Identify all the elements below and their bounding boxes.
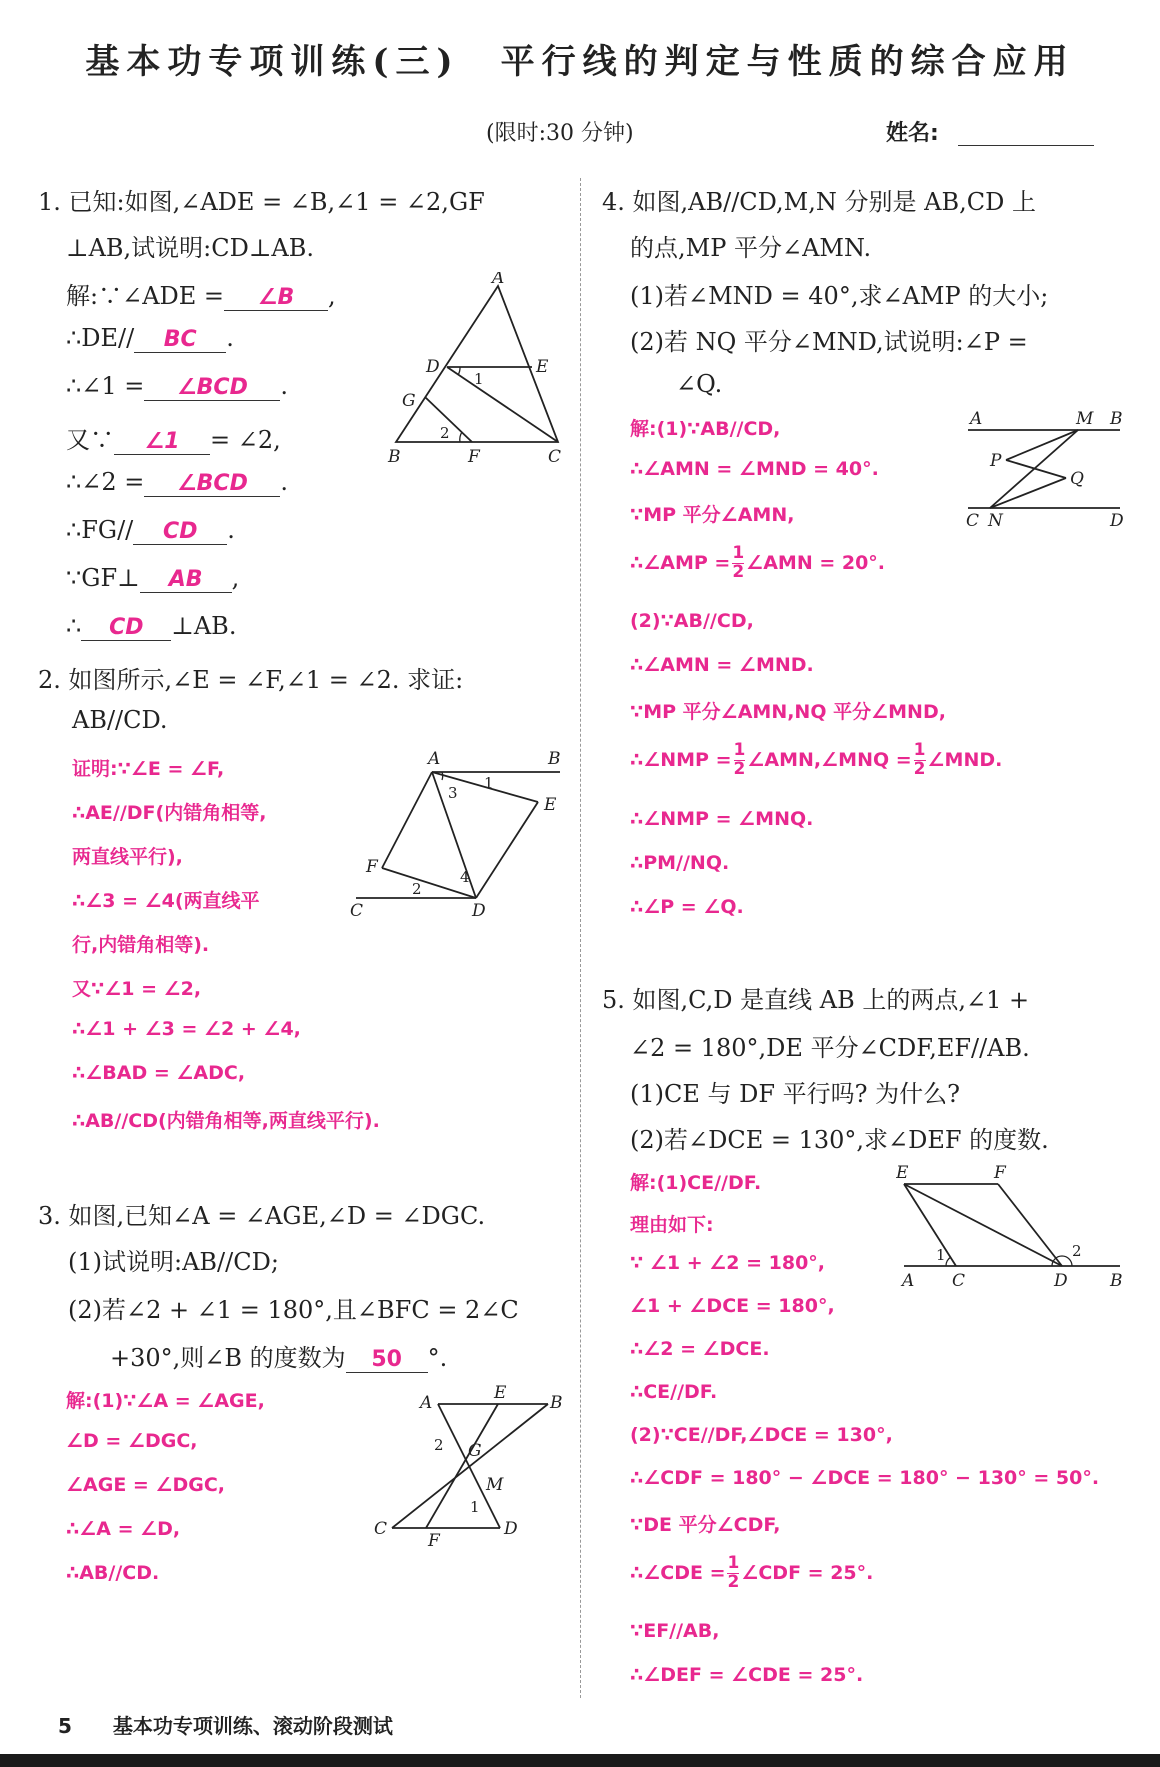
- answer-blank[interactable]: 50: [346, 1347, 428, 1373]
- fig-label: F: [428, 1531, 440, 1549]
- q1-row: 又∵ ∠1 = ∠2,: [66, 426, 281, 454]
- fig-label: D: [426, 357, 440, 377]
- q5-proof-line: 理由如下:: [630, 1214, 714, 1236]
- q1-row: ∴∠1 = ∠BCD .: [66, 372, 289, 400]
- name-label: 姓名:: [886, 121, 939, 146]
- q5-proof-line: 解:(1)CE//DF.: [630, 1172, 762, 1194]
- time-limit: (限时:30 分钟): [486, 121, 634, 146]
- fraction: $\frac{1}{2}$: [913, 740, 926, 779]
- q1-row: ∴DE// BC .: [66, 324, 234, 352]
- q1-row: ∵GF⊥ AB ,: [66, 564, 240, 592]
- fig-label: P: [990, 451, 1002, 471]
- fig-label: 4: [460, 868, 470, 886]
- fig-label: F: [366, 857, 378, 877]
- q5-proof-line: ∵DE 平分∠CDF,: [630, 1514, 781, 1536]
- q2-proof-line: ∴∠BAD = ∠ADC,: [72, 1062, 246, 1084]
- q4-proof-line: (2)∵AB//CD,: [630, 610, 754, 632]
- q2-figure: [346, 748, 566, 923]
- q3-stem-line2: (1)试说明:AB//CD;: [68, 1248, 279, 1276]
- fig-label: B: [548, 749, 561, 769]
- fig-label: A: [428, 749, 441, 769]
- fraction: $\frac{1}{2}$: [732, 543, 745, 582]
- q1-stem-line1: 1. 已知:如图,∠ADE = ∠B,∠1 = ∠2,GF: [38, 188, 485, 216]
- bottom-bar: [0, 1754, 1160, 1767]
- fig-label: G: [402, 391, 416, 411]
- fig-label: 2: [440, 424, 450, 442]
- answer-blank[interactable]: CD: [81, 615, 171, 641]
- q4-stem-line4: (2)若 NQ 平分∠MND,试说明:∠P =: [630, 328, 1028, 356]
- q4-proof-line: ∴∠AMP = $\frac{1}{2}$ ∠AMN = 20°.: [630, 543, 886, 582]
- q3-figure: [370, 1384, 570, 1549]
- fig-label: A: [420, 1393, 433, 1413]
- q5-proof-line: (2)∵CE//DF,∠DCE = 130°,: [630, 1424, 893, 1446]
- fig-label: C: [374, 1519, 388, 1539]
- q5-stem-line1: 5. 如图,C,D 是直线 AB 上的两点,∠1 +: [602, 986, 1030, 1014]
- q1-row: ∴FG// CD .: [66, 516, 235, 544]
- q3-stem-line1: 3. 如图,已知∠A = ∠AGE,∠D = ∠DGC.: [38, 1202, 486, 1230]
- fig-label: C: [350, 901, 364, 921]
- fig-label: C: [966, 511, 980, 531]
- q1-row: ∴∠2 = ∠BCD .: [66, 468, 289, 496]
- q4-proof-line: ∵MP 平分∠AMN,: [630, 504, 795, 526]
- fig-label: E: [536, 357, 549, 377]
- q4-proof-line: ∴∠NMP = $\frac{1}{2}$ ∠AMN,∠MNQ = $\frac{1}{2}$ ∠MND.: [630, 740, 1003, 779]
- fig-label: D: [504, 1519, 518, 1539]
- page-footer: [58, 1710, 393, 1739]
- q4-stem-line3: (1)若∠MND = 40°,求∠AMP 的大小;: [630, 282, 1049, 310]
- q2-proof-line: ∴AE//DF(内错角相等,: [72, 802, 267, 824]
- fig-label: B: [1110, 1271, 1123, 1291]
- footer-text: 基本功专项训练、滚动阶段测试: [112, 1714, 393, 1738]
- q1-stem-line2: ⊥AB,试说明:CD⊥AB.: [66, 234, 315, 262]
- fig-label: C: [548, 447, 562, 467]
- q5-proof-line: ∴CE//DF.: [630, 1381, 718, 1403]
- fig-label: 1: [470, 1498, 480, 1516]
- fig-label: A: [970, 409, 983, 429]
- answer-blank[interactable]: ∠BCD: [144, 375, 280, 401]
- fig-label: E: [544, 795, 557, 815]
- fig-label: 2: [434, 1436, 444, 1454]
- q5-proof-line: ∴∠2 = ∠DCE.: [630, 1338, 770, 1360]
- q3-proof-line: ∴AB//CD.: [66, 1562, 160, 1584]
- q2-proof-line: ∴∠3 = ∠4(两直线平: [72, 890, 260, 912]
- q4-proof-line: 解:(1)∵AB//CD,: [630, 418, 781, 440]
- fig-label: 2: [1072, 1242, 1082, 1260]
- q2-proof-line: 两直线平行),: [72, 846, 183, 868]
- q2-proof-line: ∴AB//CD(内错角相等,两直线平行).: [72, 1110, 380, 1132]
- fig-label: F: [994, 1163, 1006, 1183]
- q4-stem-line1: 4. 如图,AB//CD,M,N 分别是 AB,CD 上: [602, 188, 1036, 216]
- q2-proof-line: 证明:∵∠E = ∠F,: [72, 758, 225, 780]
- q5-stem-line3: (1)CE 与 DF 平行吗? 为什么?: [630, 1080, 961, 1108]
- fraction: $\frac{1}{2}$: [733, 740, 746, 779]
- q5-stem-line2: ∠2 = 180°,DE 平分∠CDF,EF//AB.: [630, 1034, 1030, 1062]
- q5-proof-line: ∵EF//AB,: [630, 1620, 720, 1642]
- fig-label: Q: [1070, 469, 1084, 489]
- q4-stem-line5: ∠Q.: [676, 370, 723, 398]
- fig-label: 1: [936, 1246, 946, 1264]
- q1-figure: [380, 272, 570, 472]
- answer-blank[interactable]: AB: [140, 567, 232, 593]
- fig-label: 1: [474, 370, 484, 388]
- q3-stem-line4: +30°,则∠B 的度数为 50 °.: [110, 1344, 448, 1372]
- answer-blank[interactable]: ∠1: [114, 429, 210, 455]
- q4-proof-line: ∴∠AMN = ∠MND.: [630, 654, 814, 676]
- fig-label: D: [472, 901, 486, 921]
- fig-label: B: [1110, 409, 1123, 429]
- q5-proof-line: ∠1 + ∠DCE = 180°,: [630, 1295, 835, 1317]
- q3-proof-line: ∠D = ∠DGC,: [66, 1430, 198, 1452]
- fig-label: A: [902, 1271, 915, 1291]
- q2-proof-line: ∴∠1 + ∠3 = ∠2 + ∠4,: [72, 1018, 301, 1040]
- q4-proof-line: ∴∠NMP = ∠MNQ.: [630, 808, 814, 830]
- q2-proof-line: 行,内错角相等).: [72, 934, 210, 956]
- fig-label: E: [896, 1163, 909, 1183]
- q5-proof-line: ∵ ∠1 + ∠2 = 180°,: [630, 1252, 826, 1274]
- fig-label: E: [494, 1384, 507, 1403]
- q4-proof-line: ∴∠P = ∠Q.: [630, 896, 744, 918]
- fig-label: M: [486, 1475, 504, 1495]
- q1-row: 解:∵∠ADE = ∠B ,: [66, 282, 336, 310]
- answer-blank[interactable]: ∠BCD: [144, 471, 280, 497]
- answer-blank[interactable]: CD: [133, 519, 227, 545]
- q1-row: ∴ CD ⊥AB.: [66, 612, 237, 640]
- page-title: 基本功专项训练(三) 平行线的判定与性质的综合应用: [85, 42, 1075, 82]
- fig-label: B: [550, 1393, 563, 1413]
- fig-label: D: [1110, 511, 1124, 531]
- q4-figure: [960, 406, 1130, 536]
- q5-stem-line4: (2)若∠DCE = 130°,求∠DEF 的度数.: [630, 1126, 1049, 1154]
- q5-proof-line: ∴∠DEF = ∠CDE = 25°.: [630, 1664, 864, 1686]
- q4-proof-line: ∴PM//NQ.: [630, 852, 730, 874]
- fig-label: G: [468, 1441, 482, 1461]
- q4-stem-line2: 的点,MP 平分∠AMN.: [630, 234, 872, 262]
- fig-label: C: [952, 1271, 966, 1291]
- fig-label: A: [492, 272, 505, 288]
- q4-proof-line: ∵MP 平分∠AMN,NQ 平分∠MND,: [630, 701, 946, 723]
- answer-blank[interactable]: BC: [134, 327, 226, 353]
- fig-label: M: [1076, 409, 1094, 429]
- column-divider: [580, 178, 581, 1698]
- fig-label: 2: [412, 880, 422, 898]
- fraction: $\frac{1}{2}$: [727, 1553, 740, 1592]
- q3-stem-line3: (2)若∠2 + ∠1 = 180°,且∠BFC = 2∠C: [68, 1296, 519, 1324]
- fig-label: 3: [448, 784, 458, 802]
- name-field[interactable]: [958, 145, 1094, 146]
- q5-proof-line: ∴∠CDE = $\frac{1}{2}$ ∠CDF = 25°.: [630, 1553, 874, 1592]
- fig-label: F: [468, 447, 480, 467]
- fig-label: 1: [484, 774, 494, 792]
- fig-label: N: [988, 511, 1003, 531]
- q2-proof-line: 又∵∠1 = ∠2,: [72, 978, 202, 1000]
- q4-proof-line: ∴∠AMN = ∠MND = 40°.: [630, 458, 879, 480]
- answer-blank[interactable]: ∠B: [224, 285, 328, 311]
- q3-proof-line: 解:(1)∵∠A = ∠AGE,: [66, 1390, 265, 1412]
- page-number: 5: [58, 1714, 72, 1738]
- q3-proof-line: ∠AGE = ∠DGC,: [66, 1474, 226, 1496]
- q5-figure: [896, 1162, 1136, 1294]
- fig-label: D: [1054, 1271, 1068, 1291]
- q2-stem-line1: 2. 如图所示,∠E = ∠F,∠1 = ∠2. 求证:: [38, 666, 464, 694]
- q5-proof-line: ∴∠CDF = 180° − ∠DCE = 180° − 130° = 50°.: [630, 1467, 1100, 1489]
- fig-label: B: [388, 447, 401, 467]
- q3-proof-line: ∴∠A = ∠D,: [66, 1518, 181, 1540]
- q2-stem-line2: AB//CD.: [72, 706, 168, 734]
